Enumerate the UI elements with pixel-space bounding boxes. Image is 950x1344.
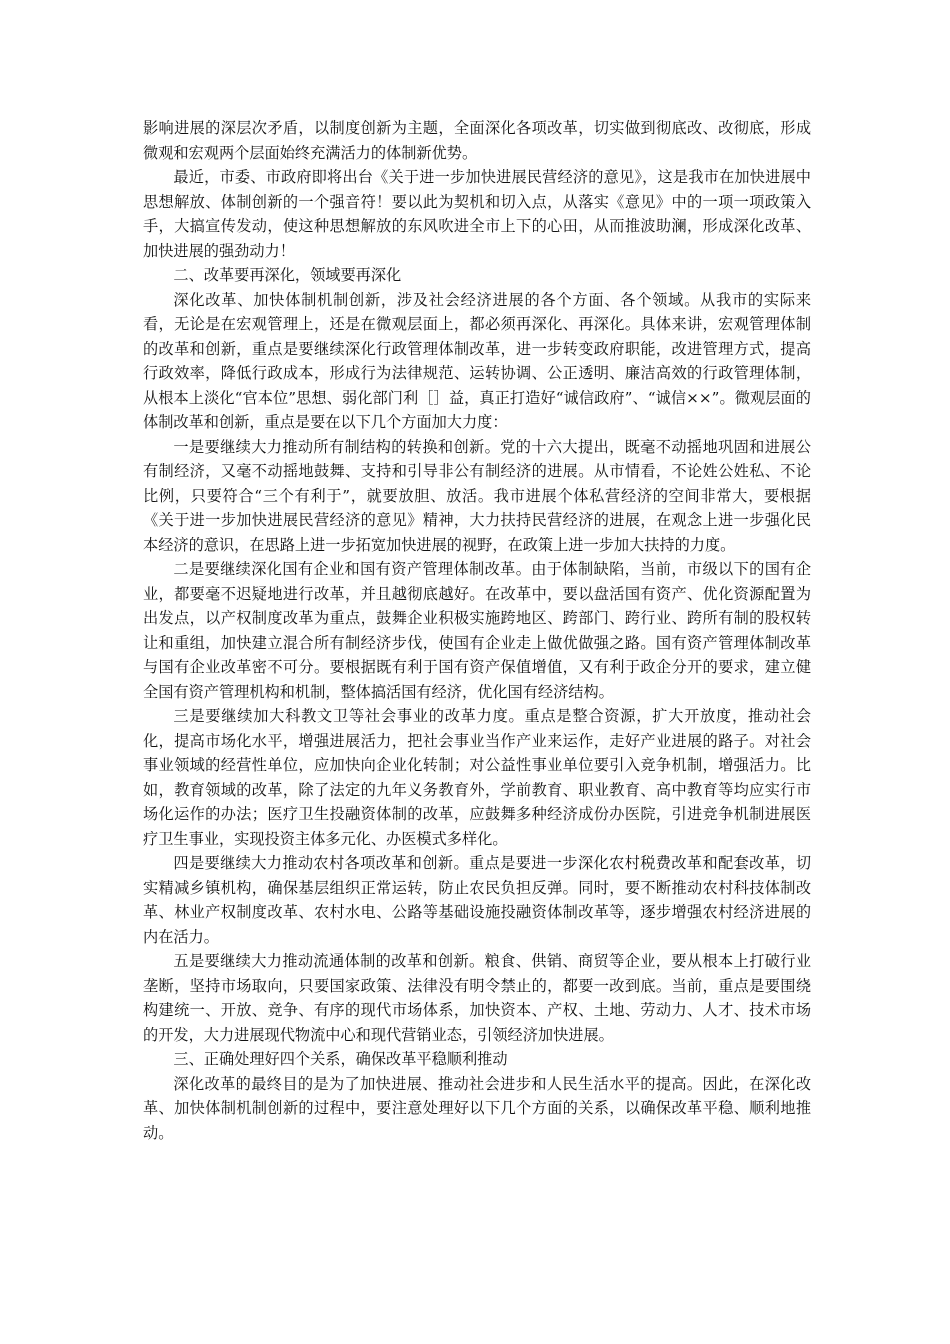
paragraph-point-1: 一是要继续大力推动所有制结构的转换和创新。党的十六大提出，既毫不动摇地巩固和进展公有制经济，又毫不动摇地鼓舞、支持和引导非公有制经济的进展。从市情看，不论姓公姓私、不论比例，只要符合“三个有利于”，就要放胆、放活。我市进展个体私营经济的空间非常大，要根据《关于进一步加快进展民营经济的意见》精神，大力扶持民营经济的进展，在观念上进一步强化民本经济的意识，在思路上进一步拓宽加快进展的视野，在政策上进一步加大扶持的力度。 xyxy=(143,437,811,554)
section-heading-3: 三、正确处理好四个关系，确保改革平稳顺利推动 xyxy=(173,1050,508,1068)
paragraph-point-5: 五是要继续大力推动流通体制的改革和创新。粮食、供销、商贸等企业，要从根本上打破行业垄断，坚持市场取向，只要国家政策、法律没有明令禁止的，都要一改到底。当前，重点是要围绕构建统一、开放、竞争、有序的现代市场体系，加快资本、产权、土地、劳动力、人才、技术市场的开发，大力进展现代物流中心和现代营销业态，引领经济加快进展。 xyxy=(143,952,811,1044)
section-heading-2: 二、改革要再深化，领域要再深化 xyxy=(173,266,402,284)
paragraph-deepen-reform: 深化改革、加快体制机制创新，涉及社会经济进展的各个方面、各个领域。从我市的实际来看，无论是在宏观管理上，还是在微观层面上，都必须再深化、再深化。具体来讲，宏观管理体制的改革和创新，重点是要继续深化行政管理体制改革，进一步转变政府职能，改进管理方式，提高行政效率，降低行政成本，形成行为法律规范、运转协调、公正透明、廉洁高效的行政管理体制，从根本上淡化“官本位”思想、弱化部门利［］益，真正打造好“诚信政府”、“诚信××”。微观层面的体制改革和创新，重点是要在以下几个方面加大力度： xyxy=(143,290,811,431)
paragraph-point-4: 四是要继续大力推动农村各项改革和创新。重点是要进一步深化农村税费改革和配套改革，切实精减乡镇机构，确保基层组织正常运转，防止农民负担反弹。同时，要不断推动农村科技体制改革、林业产权制度改革、农村水电、公路等基础设施投融资体制改革等，逐步增强农村经济进展的内在活力。 xyxy=(143,854,811,946)
paragraph-new-policy: 最近，市委、市政府即将出台《关于进一步加快进展民营经济的意见》，这是我市在加快进展中思想解放、体制创新的一个强音符！要以此为契机和切入点，从落实《意见》中的一项一项政策入手，大搞宣传发动，使这种思想解放的东风吹进全市上下的心田，从而推波助澜，形成深化改革、加快进展的强劲动力！ xyxy=(143,168,811,260)
paragraph-continuation: 影响进展的深层次矛盾，以制度创新为主题，全面深化各项改革，切实做到彻底改、改彻底，形成微观和宏观两个层面始终充满活力的体制新优势。 xyxy=(143,119,811,162)
paragraph-point-3: 三是要继续加大科教文卫等社会事业的改革力度。重点是整合资源，扩大开放度，推动社会化，提高市场化水平，增强进展活力，把社会事业当作产业来运作，走好产业进展的路子。对社会事业领域的经营性单位，应加快向企业化转制；对公益性事业单位要引入竞争机制，增强活力。比如，教育领域的改革，除了法定的九年义务教育外，学前教育、职业教育、高中教育等均应实行市场化运作的办法；医疗卫生投融资体制的改革，应鼓舞多种经济成份办医院，引进竞争机制进展医疗卫生事业，实现投资主体多元化、办医模式多样化。 xyxy=(143,707,811,848)
paragraph-point-2: 二是要继续深化国有企业和国有资产管理体制改革。由于体制缺陷，当前，市级以下的国有企业，都要毫不迟疑地进行改革，并且越彻底越好。在改革中，要以盘活国有资产、优化资源配置为出发点，以产权制度改革为重点，鼓舞企业积极实施跨地区、跨部门、跨行业、跨所有制的股权转让和重组，加快建立混合所有制经济步伐，使国有企业走上做优做强之路。国有资产管理体制改革与国有企业改革密不可分。要根据既有利于国有资产保值增值，又有利于政企分开的要求，建立健全国有资产管理机构和机制，整体搞活国有经济，优化国有经济结构。 xyxy=(143,560,811,701)
document-page xyxy=(143,116,811,1145)
paragraph-four-relations: 深化改革的最终目的是为了加快进展、推动社会进步和人民生活水平的提高。因此，在深化改革、加快体制机制创新的过程中，要注意处理好以下几个方面的关系，以确保改革平稳、顺利地推动。 xyxy=(143,1074,811,1142)
